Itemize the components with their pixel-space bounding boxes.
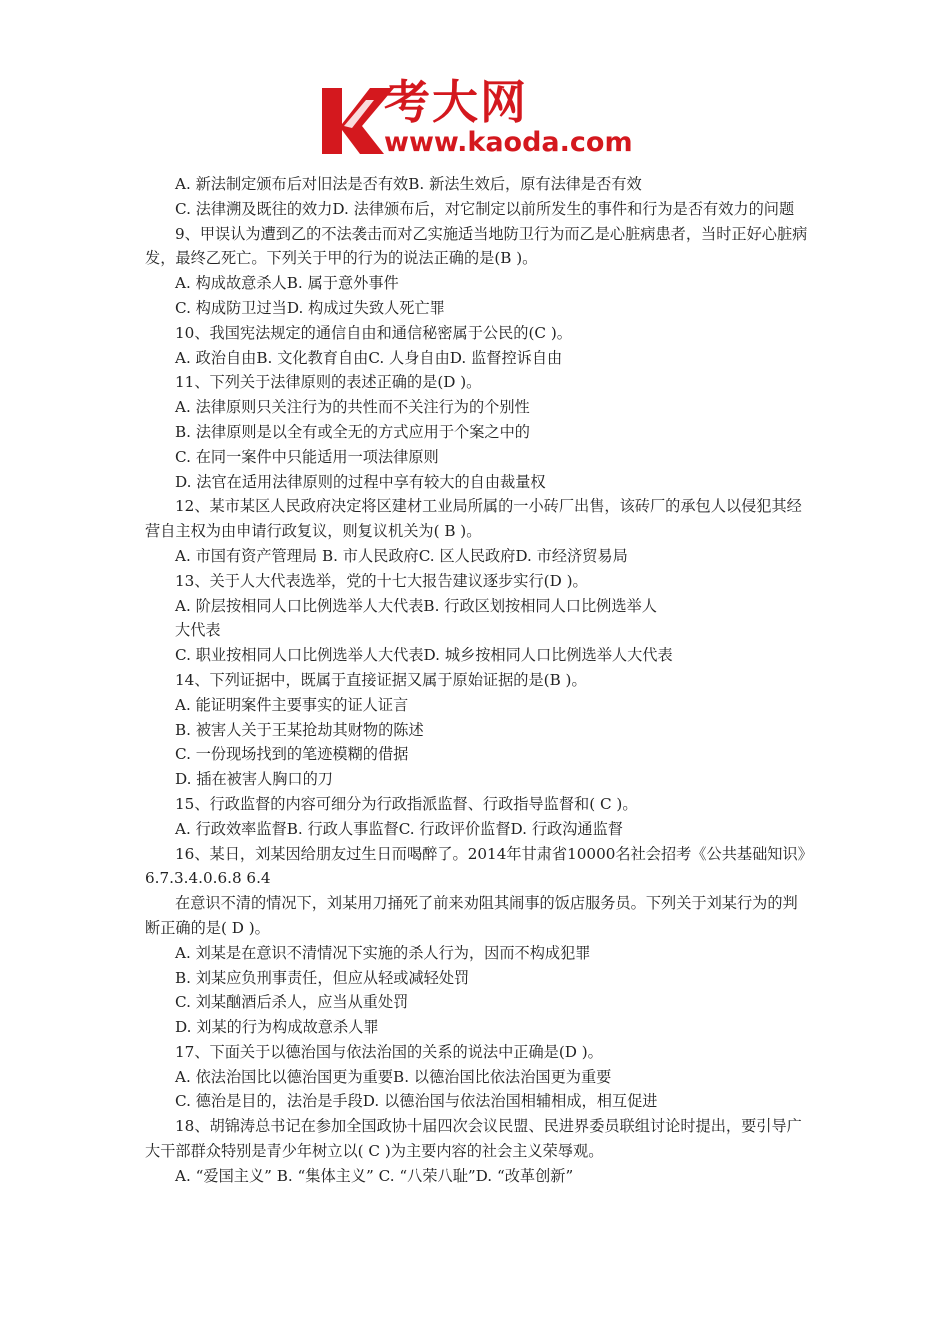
text-line: 10、我国宪法规定的通信自由和通信秘密属于公民的(C )。: [175, 323, 572, 342]
text-line: C. 一份现场找到的笔迹模糊的借据: [175, 745, 409, 764]
logo-url: www.kaoda.com: [384, 127, 633, 158]
text-line: A. 新法制定颁布后对旧法是否有效B. 新法生效后，原有法律是否有效: [175, 175, 642, 193]
question-text: [145, 172, 810, 1189]
text-line: D. 插在被害人胸口的刀: [175, 770, 333, 789]
text-line: A. 行政效率监督B. 行政人事监督C. 行政评价监督D. 行政沟通监督: [175, 819, 623, 838]
text-line: A. 刘某是在意识不清情况下实施的杀人行为，因而不构成犯罪: [175, 943, 591, 962]
text-line: C. 构成防卫过当D. 构成过失致人死亡罪: [175, 298, 445, 317]
logo-name: 考大网: [384, 75, 528, 129]
text-line: 9、甲误认为遭到乙的不法袭击而对乙实施适当地防卫行为而乙是心脏病患者，当时正好心脏病发，最终乙死亡。下列关于甲的行为的说法正确的是(B )。: [145, 224, 808, 268]
text-line: 11、下列关于法律原则的表述正确的是(D )。: [175, 373, 482, 392]
text-line: A. “爱国主义” B. “集体主义” C. “八荣八耻”D. “改革创新”: [175, 1166, 574, 1185]
text-line: 12、某市某区人民政府决定将区建材工业局所属的一小砖厂出售，该砖厂的承包人以侵犯其经营自主权为由申请行政复议，则复议机关为( B )。: [145, 497, 802, 541]
text-line: B. 被害人关于王某抢劫其财物的陈述: [175, 720, 424, 739]
text-line: B. 刘某应负刑事责任，但应从轻或减轻处罚: [175, 968, 470, 987]
text-line: 17、下面关于以德治国与依法治国的关系的说法中正确是(D )。: [175, 1042, 603, 1061]
text-line: B. 法律原则是以全有或全无的方式应用于个案之中的: [175, 422, 530, 441]
text-line: 在意识不清的情况下，刘某用刀捅死了前来劝阻其闹事的饭店服务员。下列关于刘某行为的判断正确的是( D )。: [145, 894, 798, 937]
text-line: 14、下列证据中，既属于直接证据又属于原始证据的是(B )。: [175, 670, 587, 689]
text-line: A. 阶层按相同人口比例选举人大代表B. 行政区划按相同人口比例选举人: [175, 596, 657, 615]
kaoda-logo: [318, 75, 638, 158]
text-line: 15、行政监督的内容可细分为行政指派监督、行政指导监督和( C )。: [175, 794, 638, 813]
text-line: C. 法律溯及既往的效力D. 法律颁布后，对它制定以前所发生的事件和行为是否有效力的问题: [175, 199, 795, 218]
text-line: A. 构成故意杀人B. 属于意外事件: [175, 274, 399, 293]
text-line: 16、某日，刘某因给朋友过生日而喝醉了。2014年甘肃省10000名社会招考《公共基础知识》6.7.3.4.0.6.8 6.4: [145, 844, 806, 888]
text-line: 大代表: [175, 621, 221, 640]
text-line: A. 法律原则只关注行为的共性而不关注行为的个别性: [175, 398, 530, 417]
text-line: C. 职业按相同人口比例选举人大代表D. 城乡按相同人口比例选举人大代表: [175, 646, 673, 665]
text-line: C. 在同一案件中只能适用一项法律原则: [175, 447, 439, 466]
text-line: C. 德治是目的，法治是手段D. 以德治国与依法治国相辅相成，相互促进: [175, 1092, 658, 1111]
text-line: 18、胡锦涛总书记在参加全国政协十届四次会议民盟、民进界委员联组讨论时提出，要引导广大干部群众特别是青少年树立以( C )为主要内容的社会主义荣辱观。: [145, 1117, 802, 1161]
text-line: A. 市国有资产管理局 B. 市人民政府C. 区人民政府D. 市经济贸易局: [175, 546, 628, 565]
text-line: D. 刘某的行为构成故意杀人罪: [175, 1018, 379, 1037]
text-line: A. 依法治国比以德治国更为重要B. 以德治国比依法治国更为重要: [175, 1067, 612, 1086]
text-line: A. 政治自由B. 文化教育自由C. 人身自由D. 监督控诉自由: [175, 348, 563, 367]
text-line: A. 能证明案件主要事实的证人证言: [175, 695, 409, 714]
text-line: D. 法官在适用法律原则的过程中享有较大的自由裁量权: [175, 472, 546, 491]
text-line: 13、关于人大代表选举，党的十七大报告建议逐步实行(D )。: [175, 571, 588, 590]
text-line: C. 刘某酗酒后杀人，应当从重处罚: [175, 993, 409, 1012]
